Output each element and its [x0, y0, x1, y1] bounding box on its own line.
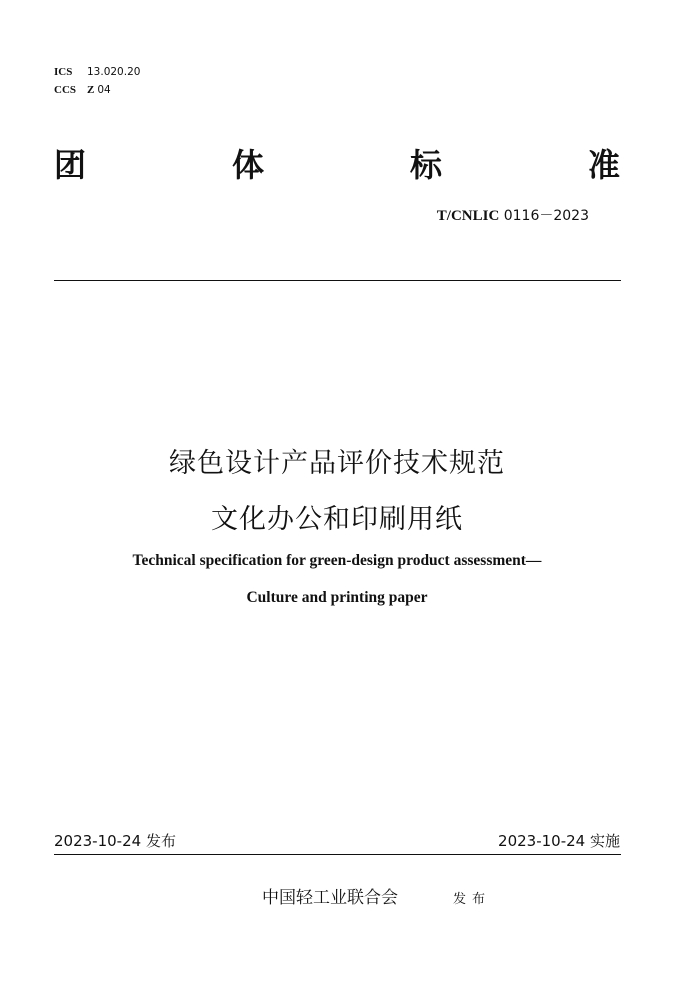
standard-type-char: 团 [54, 146, 87, 184]
ccs-code: 04 [97, 84, 111, 96]
english-title-line-2: Culture and printing paper [246, 589, 428, 606]
ccs-label: CCS [54, 84, 77, 96]
publisher-name: 中国轻工业联合会 [262, 888, 398, 908]
ics-classification [54, 65, 140, 79]
ics-code: 13.020.20 [87, 66, 141, 78]
standard-code [437, 207, 589, 225]
ics-label: ICS [54, 66, 73, 78]
standard-code-prefix: T/CNLIC [436, 208, 500, 224]
standard-type-heading [54, 143, 620, 187]
standard-type-char: 准 [587, 146, 620, 184]
chinese-title-line-2: 文化办公和印刷用纸 [211, 504, 463, 535]
bottom-divider [54, 854, 621, 855]
english-title-line-1: Technical specification for green-design product assessment— [132, 552, 542, 569]
issue-date: 2023-10-24 发布 [54, 832, 176, 850]
ccs-letter: Z [87, 84, 95, 96]
standard-type-char: 标 [409, 146, 442, 184]
publisher-action: 发布 [453, 892, 492, 907]
top-divider [54, 280, 621, 281]
ccs-classification [54, 83, 111, 97]
standard-code-number: 0116－2023 [499, 208, 589, 224]
chinese-title-line-1: 绿色设计产品评价技术规范 [169, 448, 505, 479]
standard-type-char: 体 [231, 146, 264, 184]
implementation-date: 2023-10-24 实施 [498, 832, 620, 850]
